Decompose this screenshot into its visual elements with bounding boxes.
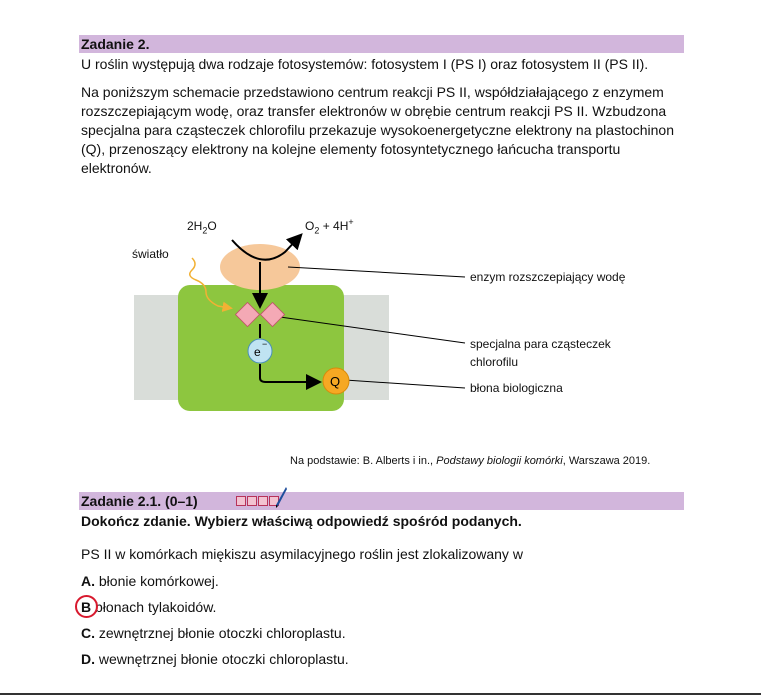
ps2-diagram-svg (120, 200, 680, 440)
subtask-instruction: Dokończ zdanie. Wybierz właściwą odpowiedź spośród podanych. (81, 513, 522, 529)
task-description: Na poniższym schemacie przedstawiono centrum reakcji PS II, współdziałającego z enzymem rozszczepiającym wodę, oraz transfer elektronów w obrębie centrum reakcji PS II. Wzbudzona specjalna para cząsteczek chlorofilu przekazuje wysokoenergetyczne elektrony na plastochinon (Q), przenoszący elektrony na kolejne elementy fotosyntetycznego łańcucha transportu elektronów. (81, 84, 674, 176)
page-bottom-rule (0, 693, 761, 695)
enzyme-label: enzym rozszczepiający wodę (470, 270, 626, 284)
product-label: $O_2 + 4H^+$ (305, 217, 354, 236)
pen-icon (274, 486, 288, 510)
source-citation: Na podstawie: B. Alberts i in., Podstawy biologii komórki, Warszawa 2019. (290, 455, 651, 467)
answer-options (81, 572, 349, 676)
option-a[interactable]: A. błonie komórkowej. (81, 573, 219, 589)
option-d[interactable]: D. wewnętrznej błonie otoczki chloroplastu. (81, 651, 349, 667)
subtask-question: PS II w komórkach miękiszu asymilacyjnego roślin jest zlokalizowany w (81, 546, 523, 562)
enzyme-pointer (288, 267, 465, 277)
selected-answer-circle (75, 595, 98, 618)
chlorophyll-pair-label-line2: chlorofilu (470, 355, 519, 369)
electron-symbol: e (254, 345, 261, 359)
electron-charge: − (262, 339, 268, 349)
task-intro: U roślin występują dwa rodzaje fotosystemów: fotosystem I (PS I) oraz fotosystem II (PS II). (81, 56, 649, 72)
ps2-diagram (120, 200, 680, 440)
option-b[interactable]: B błonach tylakoidów. (81, 598, 349, 624)
task-header: Zadanie 2. (79, 35, 684, 53)
membrane-label: błona biologiczna (470, 381, 563, 395)
option-c[interactable]: C. zewnętrznej błonie otoczki chloroplastu. (81, 625, 346, 641)
points-grid-icon (236, 496, 279, 506)
light-label: światło (132, 247, 169, 261)
subtask-header: Zadanie 2.1. (0–1) (79, 492, 684, 510)
q-symbol: Q (330, 374, 341, 389)
reactant-label: $2H_2O$ (187, 219, 217, 236)
chlorophyll-pair-label-line1: specjalna para cząsteczek (470, 337, 611, 351)
